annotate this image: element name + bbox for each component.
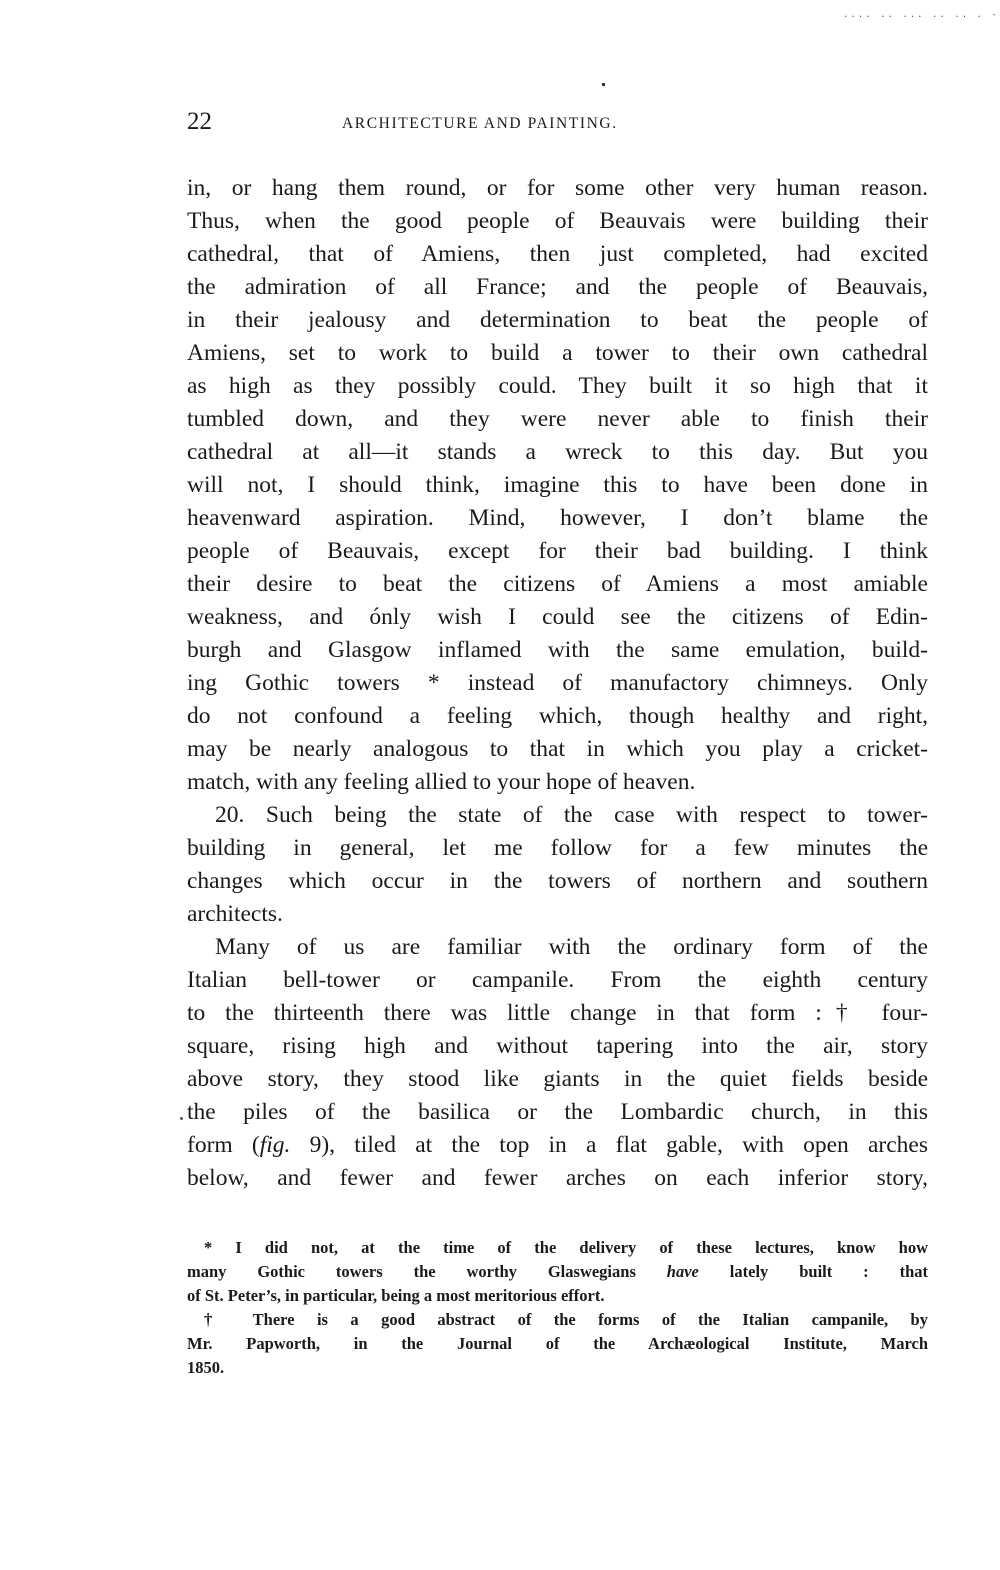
text-line: burgh and Glasgow inflamed with the same emulation, build-	[187, 637, 928, 663]
text-line: Italian bell-tower or campanile. From the eighth century	[187, 967, 928, 993]
text-line: as high as they possibly could. They built it so high that it	[187, 373, 928, 399]
footnote-dagger: † There is a good abstract of the forms of the Italian campanile, by	[204, 1310, 928, 1329]
text-line: Amiens, set to work to build a tower to their own cathedral	[187, 340, 928, 366]
text-line: below, and fewer and fewer arches on each inferior story,	[187, 1165, 928, 1191]
text-line: will not, I should think, imagine this to have been done in	[187, 472, 928, 498]
text-line: cathedral at all—it stands a wreck to this day. But you	[187, 439, 928, 465]
footnote-line: 1850.	[187, 1358, 225, 1377]
text-line: their desire to beat the citizens of Amiens a most amiable	[187, 571, 928, 597]
scan-artifact: .... .. ... .. .. . -	[843, 10, 999, 20]
text-fragment: form (	[187, 1132, 260, 1158]
text-line: cathedral, that of Amiens, then just completed, had excited	[187, 241, 928, 267]
margin-mark	[180, 1117, 183, 1120]
emphasis: have	[666, 1262, 699, 1281]
text-line: Thus, when the good people of Beauvais were building their	[187, 208, 928, 234]
footnote-line: of St. Peter’s, in particular, being a most meritorious effort.	[187, 1286, 605, 1305]
text-line: to the thirteenth there was little change in that form :† four-	[187, 1000, 928, 1026]
text-line: square, rising high and without tapering into the air, story	[187, 1033, 928, 1059]
body-text	[187, 172, 928, 1195]
text-line: architects.	[187, 901, 283, 927]
text-line: changes which occur in the towers of northern and southern	[187, 868, 928, 894]
scan-speck	[602, 83, 605, 86]
text-line: people of Beauvais, except for their bad building. I think	[187, 538, 928, 564]
text-line-fig-reference	[187, 1129, 928, 1162]
text-line: match, with any feeling allied to your hope of heaven.	[187, 769, 696, 795]
text-line: in their jealousy and determination to beat the people of	[187, 307, 928, 333]
text-line: weakness, and ónly wish I could see the citizens of Edin-	[187, 604, 928, 630]
text-line: tumbled down, and they were never able to finish their	[187, 406, 928, 432]
text-fragment: lately built : that	[698, 1262, 928, 1281]
footnotes	[187, 1236, 928, 1380]
text-line: the piles of the basilica or the Lombardic church, in this	[187, 1099, 928, 1125]
text-line: above story, they stood like giants in the quiet fields beside	[187, 1066, 928, 1092]
text-fragment: 9), tiled at the top in a flat gable, with open arches	[290, 1132, 928, 1158]
page-number: 22	[187, 108, 212, 135]
text-line: ing Gothic towers * instead of manufactory chimneys. Only	[187, 670, 928, 696]
paragraph-start: Many of us are familiar with the ordinary form of the	[215, 934, 928, 960]
running-title: ARCHITECTURE AND PAINTING.	[342, 115, 618, 132]
text-line: heavenward aspiration. Mind, however, I don’t blame the	[187, 505, 928, 531]
text-line: may be nearly analogous to that in which you play a cricket-	[187, 736, 928, 762]
text-line: do not confound a feeling which, though healthy and right,	[187, 703, 928, 729]
fig-reference: fig.	[259, 1132, 291, 1158]
text-line: in, or hang them round, or for some other very human reason.	[187, 175, 928, 201]
section-20-start: 20. Such being the state of the case with respect to tower-	[215, 802, 928, 828]
text-line: the admiration of all France; and the people of Beauvais,	[187, 274, 928, 300]
footnote-line	[187, 1260, 928, 1284]
text-fragment: many Gothic towers the worthy Glaswegians	[187, 1262, 667, 1281]
text-line: building in general, let me follow for a few minutes the	[187, 835, 928, 861]
footnote-star: * I did not, at the time of the delivery of these lectures, know how	[204, 1238, 928, 1257]
running-head	[187, 108, 928, 142]
footnote-line: Mr. Papworth, in the Journal of the Archæological Institute, March	[187, 1334, 928, 1353]
